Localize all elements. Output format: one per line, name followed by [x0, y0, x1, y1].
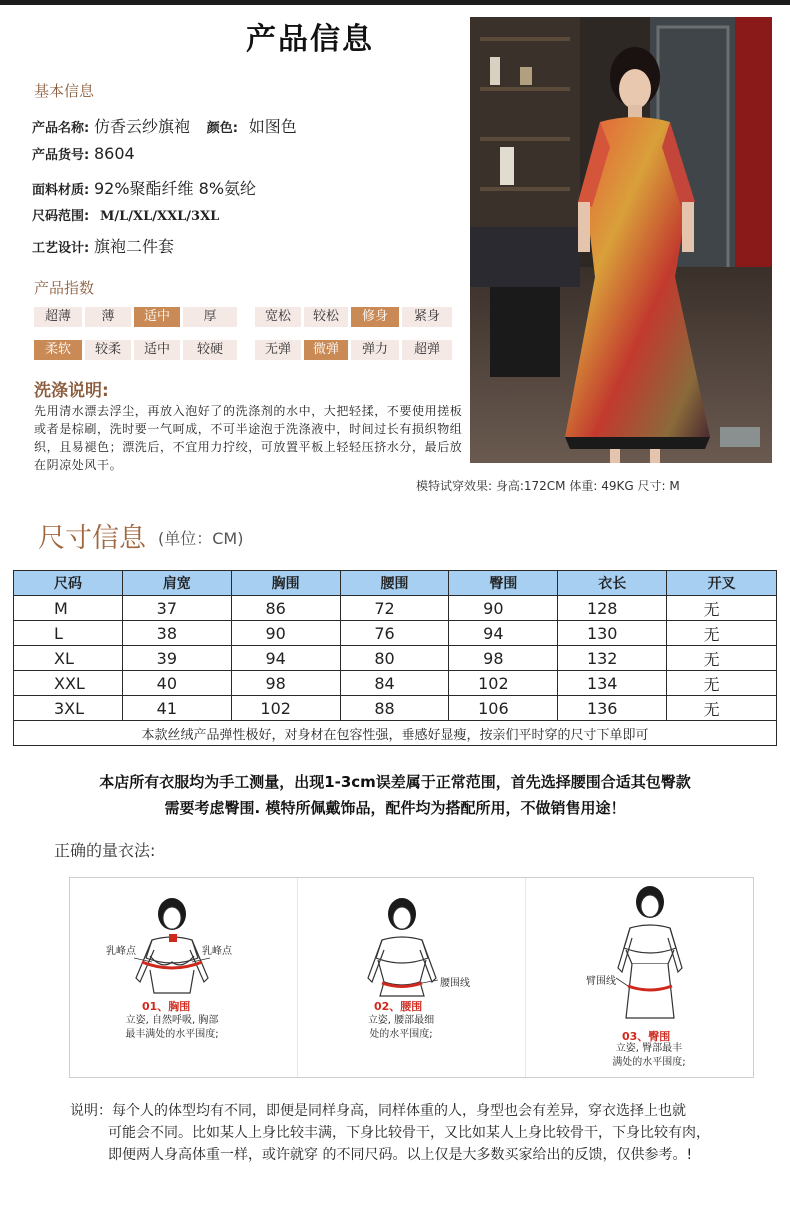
- elastic-option-selected: 微弹: [304, 340, 348, 360]
- elastic-scale: [255, 340, 455, 360]
- size-table-note-row: [14, 721, 777, 746]
- disclaimer-line-2: 需要考虑臀围. 模特所佩戴饰品，配件均为搭配所用，不做销售用途！: [164, 799, 626, 817]
- craft-label: 工艺设计:: [32, 241, 90, 256]
- cell-hip: 102: [449, 671, 558, 696]
- bust-title: 01、胸围: [142, 1000, 191, 1013]
- size-table-note: 本款丝绒产品弹性极好，对身材在包容性强，垂感好显瘦，按亲们平时穿的尺寸下单即可: [14, 721, 777, 746]
- col-hip: 臀围: [449, 571, 558, 596]
- waist-desc-1: 立姿, 腰部最细: [367, 1015, 435, 1026]
- cell-hip: 98: [449, 646, 558, 671]
- softness-option: 较柔: [85, 340, 131, 360]
- cell-slit: 无: [667, 671, 777, 696]
- size-table: [13, 570, 777, 746]
- cell-waist: 88: [340, 696, 449, 721]
- thickness-option-selected: 适中: [134, 307, 180, 327]
- hip-title: 03、臀围: [622, 1030, 671, 1043]
- disclaimer-line-1: 本店所有衣服均为手工测量，出现1-3cm误差属于正常范围，首先选择腰围合适其包臀款: [99, 773, 691, 791]
- model-photo-illustration: [470, 17, 772, 463]
- color-label: 颜色:: [206, 121, 238, 136]
- cell-waist: 76: [340, 621, 449, 646]
- bust-figure-icon: [70, 878, 275, 1078]
- fabric-value: 92%聚酯纤维 8%氨纶: [93, 179, 257, 198]
- product-name-value: 仿香云纱旗袍: [93, 117, 190, 136]
- fit-option: 较松: [304, 307, 348, 327]
- page-title: 产品信息: [246, 22, 374, 57]
- size-info-unit: (单位：CM): [158, 529, 244, 548]
- table-row: [14, 621, 777, 646]
- softness-scale: [34, 340, 240, 360]
- thickness-scale: [34, 307, 240, 327]
- cell-length: 130: [558, 621, 667, 646]
- product-code-row: [32, 144, 135, 163]
- measure-panel-bust: [70, 878, 298, 1077]
- hip-label: 臂围线: [586, 976, 616, 987]
- cell-bust: 98: [231, 671, 340, 696]
- col-shoulder: 肩宽: [122, 571, 231, 596]
- cell-shoulder: 38: [122, 621, 231, 646]
- fit-option-selected: 修身: [351, 307, 399, 327]
- table-row: [14, 696, 777, 721]
- cell-hip: 106: [449, 696, 558, 721]
- cell-size: L: [14, 621, 123, 646]
- hip-desc-1: 立姿, 臀部最丰: [615, 1043, 683, 1054]
- measure-diagram: [69, 877, 754, 1078]
- elastic-option: 超弹: [402, 340, 452, 360]
- fabric-row: [32, 176, 256, 199]
- cell-hip: 94: [449, 621, 558, 646]
- thickness-option: 超薄: [34, 307, 82, 327]
- product-name-label: 产品名称:: [32, 121, 90, 136]
- cell-length: 132: [558, 646, 667, 671]
- cell-size: XL: [14, 646, 123, 671]
- fit-option: 宽松: [255, 307, 301, 327]
- table-row: [14, 596, 777, 621]
- cell-bust: 86: [231, 596, 340, 621]
- thickness-option: 厚: [183, 307, 237, 327]
- cell-bust: 102: [231, 696, 340, 721]
- measure-heading: 正确的量衣法:: [54, 841, 156, 860]
- cell-length: 136: [558, 696, 667, 721]
- waist-title: 02、腰围: [374, 1000, 423, 1013]
- waist-label: 腰围线: [440, 978, 470, 989]
- cell-slit: 无: [667, 621, 777, 646]
- waist-desc-2: 处的水平围度;: [369, 1029, 433, 1040]
- size-range-label: 尺码范围:: [32, 209, 90, 224]
- product-name-row: [32, 114, 297, 137]
- table-row: [14, 646, 777, 671]
- elastic-option: 无弹: [255, 340, 301, 360]
- model-photo: [470, 17, 772, 463]
- waist-figure-icon: [298, 878, 524, 1078]
- col-length: 衣长: [558, 571, 667, 596]
- cell-size: M: [14, 596, 123, 621]
- wash-heading: 洗涤说明:: [34, 381, 109, 401]
- size-range-value: M/L/XL/XXL/3XL: [99, 209, 220, 224]
- size-range-row: [32, 205, 219, 224]
- product-code-value: 8604: [93, 144, 135, 163]
- cell-shoulder: 39: [122, 646, 231, 671]
- footer-line-2: 可能会不同。比如某人上身比较丰满，下身比较骨干，又比如某人上身比较骨干，下身比较有肉，: [108, 1125, 710, 1141]
- table-row: [14, 671, 777, 696]
- softness-option: 较硬: [183, 340, 237, 360]
- cell-waist: 84: [340, 671, 449, 696]
- footer-note: [70, 1100, 770, 1166]
- product-index-heading: 产品指数: [34, 279, 95, 297]
- col-waist: 腰围: [340, 571, 449, 596]
- measure-panel-hip: [526, 878, 753, 1077]
- col-size: 尺码: [14, 571, 123, 596]
- hip-desc-2: 满处的水平围度;: [612, 1057, 686, 1068]
- cell-hip: 90: [449, 596, 558, 621]
- cell-bust: 94: [231, 646, 340, 671]
- product-code-label: 产品货号:: [32, 148, 90, 163]
- wash-text: 先用清水漂去浮尘，再放入泡好了的洗涤剂的水中，大把轻揉，不要使用搓板或者是棕刷，洗时要一气呵成，不可半途泡于洗涤液中，时间过长有损织物组织，且易褪色；漂洗后，不宜用力拧绞，可放置平板上轻轻压挤水分，最后放在阴凉处风干。: [34, 404, 463, 472]
- cell-bust: 90: [231, 621, 340, 646]
- cell-slit: 无: [667, 596, 777, 621]
- cell-shoulder: 41: [122, 696, 231, 721]
- bust-left-label: 乳峰点: [106, 946, 136, 957]
- cell-slit: 无: [667, 646, 777, 671]
- bust-desc-1: 立姿, 自然呼吸, 胸部: [125, 1015, 219, 1026]
- cell-waist: 80: [340, 646, 449, 671]
- softness-option: 适中: [134, 340, 180, 360]
- size-table-header: [14, 571, 777, 596]
- bust-right-label: 乳峰点: [202, 946, 232, 957]
- craft-row: [32, 234, 174, 257]
- measure-panel-waist: [298, 878, 526, 1077]
- size-info-heading: 尺寸信息: [38, 523, 146, 554]
- col-bust: 胸围: [231, 571, 340, 596]
- fabric-label: 面料材质:: [32, 183, 90, 198]
- craft-value: 旗袍二件套: [93, 237, 174, 256]
- footer-line-1: 说明：每个人的体型均有不同，即便是同样身高，同样体重的人，身型也会有差异，穿衣选择上也就: [70, 1103, 686, 1119]
- cell-shoulder: 40: [122, 671, 231, 696]
- cell-size: 3XL: [14, 696, 123, 721]
- cell-waist: 72: [340, 596, 449, 621]
- top-bar: [0, 0, 790, 5]
- bust-desc-2: 最丰满处的水平围度;: [125, 1029, 219, 1040]
- model-note: 模特试穿效果: 身高:172CM 体重: 49KG 尺寸: M: [416, 479, 680, 493]
- thickness-option: 薄: [85, 307, 131, 327]
- cell-size: XXL: [14, 671, 123, 696]
- footer-line-3: 即便两人身高体重一样，或许就穿 的不同尺码。以上仅是大多数买家给出的反馈，仅供参考。!: [108, 1147, 693, 1163]
- fit-option: 紧身: [402, 307, 452, 327]
- color-value: 如图色: [248, 117, 297, 136]
- cell-shoulder: 37: [122, 596, 231, 621]
- col-slit: 开叉: [667, 571, 777, 596]
- softness-option-selected: 柔软: [34, 340, 82, 360]
- basic-info-heading: 基本信息: [34, 82, 95, 100]
- cell-length: 128: [558, 596, 667, 621]
- elastic-option: 弹力: [351, 340, 399, 360]
- cell-slit: 无: [667, 696, 777, 721]
- cell-length: 134: [558, 671, 667, 696]
- fit-scale: [255, 307, 455, 327]
